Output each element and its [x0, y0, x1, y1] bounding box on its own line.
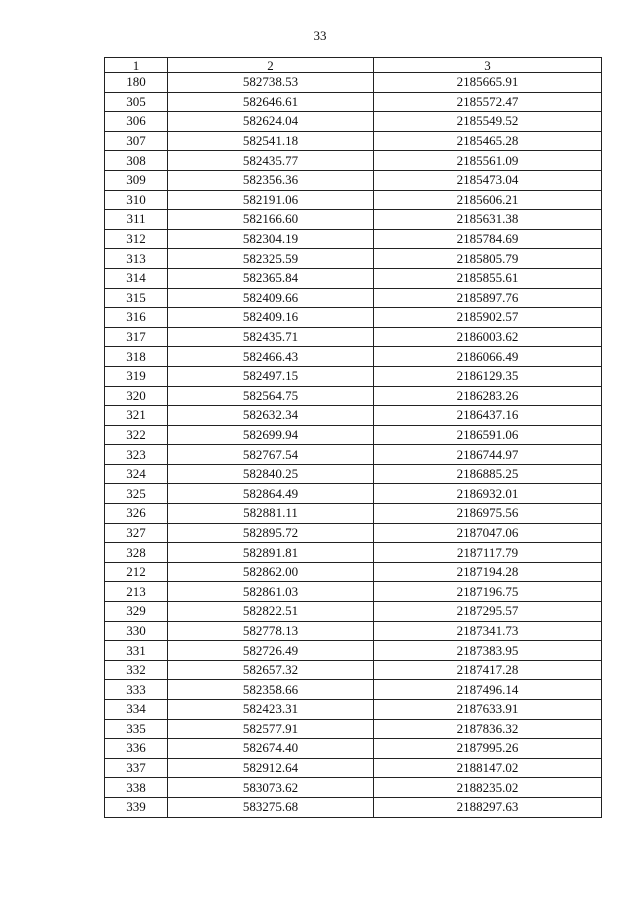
y-coordinate-cell: 2187196.75: [374, 582, 602, 602]
table-row: [105, 484, 602, 504]
y-coordinate-cell: 2187836.32: [374, 719, 602, 739]
table-row: [105, 680, 602, 700]
point-number-cell: 314: [105, 268, 168, 288]
table-row: [105, 112, 602, 132]
y-coordinate-cell: 2188297.63: [374, 797, 602, 817]
x-coordinate-cell: 582881.11: [168, 504, 374, 524]
y-coordinate-cell: 2185465.28: [374, 131, 602, 151]
table-header: [105, 58, 602, 73]
table-row: [105, 445, 602, 465]
table-row: [105, 660, 602, 680]
point-number-cell: 333: [105, 680, 168, 700]
point-number-cell: 336: [105, 739, 168, 759]
table-row: [105, 739, 602, 759]
point-number-cell: 309: [105, 170, 168, 190]
x-coordinate-cell: 582840.25: [168, 464, 374, 484]
y-coordinate-cell: 2187047.06: [374, 523, 602, 543]
coordinates-table: [104, 57, 602, 818]
table-row: [105, 268, 602, 288]
point-number-cell: 327: [105, 523, 168, 543]
table-row: [105, 621, 602, 641]
table-row: [105, 464, 602, 484]
x-coordinate-cell: 582767.54: [168, 445, 374, 465]
x-coordinate-cell: 582657.32: [168, 660, 374, 680]
point-number-cell: 317: [105, 327, 168, 347]
y-coordinate-cell: 2186283.26: [374, 386, 602, 406]
x-coordinate-cell: 582778.13: [168, 621, 374, 641]
x-coordinate-cell: 582674.40: [168, 739, 374, 759]
point-number-cell: 315: [105, 288, 168, 308]
point-number-cell: 318: [105, 347, 168, 367]
x-coordinate-cell: 582577.91: [168, 719, 374, 739]
x-coordinate-cell: 582564.75: [168, 386, 374, 406]
table-row: [105, 504, 602, 524]
table-row: [105, 151, 602, 171]
point-number-cell: 320: [105, 386, 168, 406]
x-coordinate-cell: 582304.19: [168, 229, 374, 249]
y-coordinate-cell: 2188235.02: [374, 778, 602, 798]
y-coordinate-cell: 2186591.06: [374, 425, 602, 445]
x-coordinate-cell: 582435.71: [168, 327, 374, 347]
table-row: [105, 406, 602, 426]
x-coordinate-cell: 582895.72: [168, 523, 374, 543]
y-coordinate-cell: 2185572.47: [374, 92, 602, 112]
table-row: [105, 73, 602, 93]
point-number-cell: 213: [105, 582, 168, 602]
y-coordinate-cell: 2185561.09: [374, 151, 602, 171]
point-number-cell: 335: [105, 719, 168, 739]
y-coordinate-cell: 2186066.49: [374, 347, 602, 367]
x-coordinate-cell: 582435.77: [168, 151, 374, 171]
x-coordinate-cell: 582624.04: [168, 112, 374, 132]
point-number-cell: 324: [105, 464, 168, 484]
point-number-cell: 180: [105, 73, 168, 93]
point-number-cell: 331: [105, 641, 168, 661]
y-coordinate-cell: 2185631.38: [374, 210, 602, 230]
x-coordinate-cell: 582466.43: [168, 347, 374, 367]
x-coordinate-cell: 582166.60: [168, 210, 374, 230]
header-row: [105, 58, 602, 73]
point-number-cell: 339: [105, 797, 168, 817]
x-coordinate-cell: 582822.51: [168, 602, 374, 622]
y-coordinate-cell: 2188147.02: [374, 758, 602, 778]
y-coordinate-cell: 2186932.01: [374, 484, 602, 504]
point-number-cell: 334: [105, 700, 168, 720]
y-coordinate-cell: 2187496.14: [374, 680, 602, 700]
table-row: [105, 229, 602, 249]
y-coordinate-cell: 2186003.62: [374, 327, 602, 347]
page-number: 33: [313, 28, 327, 43]
x-coordinate-cell: 582862.00: [168, 562, 374, 582]
point-number-cell: 310: [105, 190, 168, 210]
table-row: [105, 543, 602, 563]
point-number-cell: 308: [105, 151, 168, 171]
table-body: [105, 73, 602, 818]
y-coordinate-cell: 2187383.95: [374, 641, 602, 661]
x-coordinate-cell: 582646.61: [168, 92, 374, 112]
y-coordinate-cell: 2187633.91: [374, 700, 602, 720]
table-row: [105, 523, 602, 543]
table-row: [105, 288, 602, 308]
column-header-1: 1: [105, 58, 168, 73]
x-coordinate-cell: 583275.68: [168, 797, 374, 817]
y-coordinate-cell: 2186437.16: [374, 406, 602, 426]
table-row: [105, 308, 602, 328]
x-coordinate-cell: 582497.15: [168, 366, 374, 386]
point-number-cell: 328: [105, 543, 168, 563]
point-number-cell: 325: [105, 484, 168, 504]
table-row: [105, 327, 602, 347]
y-coordinate-cell: 2185902.57: [374, 308, 602, 328]
table-row: [105, 210, 602, 230]
point-number-cell: 323: [105, 445, 168, 465]
x-coordinate-cell: 582912.64: [168, 758, 374, 778]
table-row: [105, 778, 602, 798]
x-coordinate-cell: 582423.31: [168, 700, 374, 720]
x-coordinate-cell: 582358.66: [168, 680, 374, 700]
x-coordinate-cell: 582409.66: [168, 288, 374, 308]
point-number-cell: 311: [105, 210, 168, 230]
x-coordinate-cell: 582356.36: [168, 170, 374, 190]
y-coordinate-cell: 2185897.76: [374, 288, 602, 308]
table-row: [105, 366, 602, 386]
table-row: [105, 170, 602, 190]
y-coordinate-cell: 2185606.21: [374, 190, 602, 210]
x-coordinate-cell: 582632.34: [168, 406, 374, 426]
y-coordinate-cell: 2185784.69: [374, 229, 602, 249]
y-coordinate-cell: 2187417.28: [374, 660, 602, 680]
point-number-cell: 326: [105, 504, 168, 524]
x-coordinate-cell: 582191.06: [168, 190, 374, 210]
x-coordinate-cell: 582864.49: [168, 484, 374, 504]
point-number-cell: 307: [105, 131, 168, 151]
point-number-cell: 319: [105, 366, 168, 386]
table-row: [105, 386, 602, 406]
y-coordinate-cell: 2187341.73: [374, 621, 602, 641]
point-number-cell: 322: [105, 425, 168, 445]
x-coordinate-cell: 582726.49: [168, 641, 374, 661]
y-coordinate-cell: 2186975.56: [374, 504, 602, 524]
column-header-2: 2: [168, 58, 374, 73]
column-header-3: 3: [374, 58, 602, 73]
x-coordinate-cell: 582365.84: [168, 268, 374, 288]
y-coordinate-cell: 2186744.97: [374, 445, 602, 465]
table-row: [105, 719, 602, 739]
table-row: [105, 131, 602, 151]
table-row: [105, 249, 602, 269]
table-row: [105, 562, 602, 582]
table-row: [105, 700, 602, 720]
x-coordinate-cell: 582861.03: [168, 582, 374, 602]
point-number-cell: 305: [105, 92, 168, 112]
table-row: [105, 582, 602, 602]
table-row: [105, 797, 602, 817]
point-number-cell: 329: [105, 602, 168, 622]
y-coordinate-cell: 2185665.91: [374, 73, 602, 93]
table-row: [105, 190, 602, 210]
point-number-cell: 313: [105, 249, 168, 269]
y-coordinate-cell: 2187995.26: [374, 739, 602, 759]
x-coordinate-cell: 582409.16: [168, 308, 374, 328]
y-coordinate-cell: 2185549.52: [374, 112, 602, 132]
table-row: [105, 92, 602, 112]
point-number-cell: 306: [105, 112, 168, 132]
y-coordinate-cell: 2187194.28: [374, 562, 602, 582]
point-number-cell: 312: [105, 229, 168, 249]
table-row: [105, 425, 602, 445]
y-coordinate-cell: 2186129.35: [374, 366, 602, 386]
table-row: [105, 641, 602, 661]
table-row: [105, 602, 602, 622]
x-coordinate-cell: 582325.59: [168, 249, 374, 269]
y-coordinate-cell: 2186885.25: [374, 464, 602, 484]
point-number-cell: 330: [105, 621, 168, 641]
table-row: [105, 347, 602, 367]
x-coordinate-cell: 582541.18: [168, 131, 374, 151]
point-number-cell: 316: [105, 308, 168, 328]
x-coordinate-cell: 583073.62: [168, 778, 374, 798]
y-coordinate-cell: 2187295.57: [374, 602, 602, 622]
table-row: [105, 758, 602, 778]
y-coordinate-cell: 2185473.04: [374, 170, 602, 190]
x-coordinate-cell: 582738.53: [168, 73, 374, 93]
point-number-cell: 338: [105, 778, 168, 798]
point-number-cell: 321: [105, 406, 168, 426]
x-coordinate-cell: 582891.81: [168, 543, 374, 563]
y-coordinate-cell: 2185855.61: [374, 268, 602, 288]
point-number-cell: 337: [105, 758, 168, 778]
y-coordinate-cell: 2187117.79: [374, 543, 602, 563]
y-coordinate-cell: 2185805.79: [374, 249, 602, 269]
x-coordinate-cell: 582699.94: [168, 425, 374, 445]
point-number-cell: 212: [105, 562, 168, 582]
point-number-cell: 332: [105, 660, 168, 680]
